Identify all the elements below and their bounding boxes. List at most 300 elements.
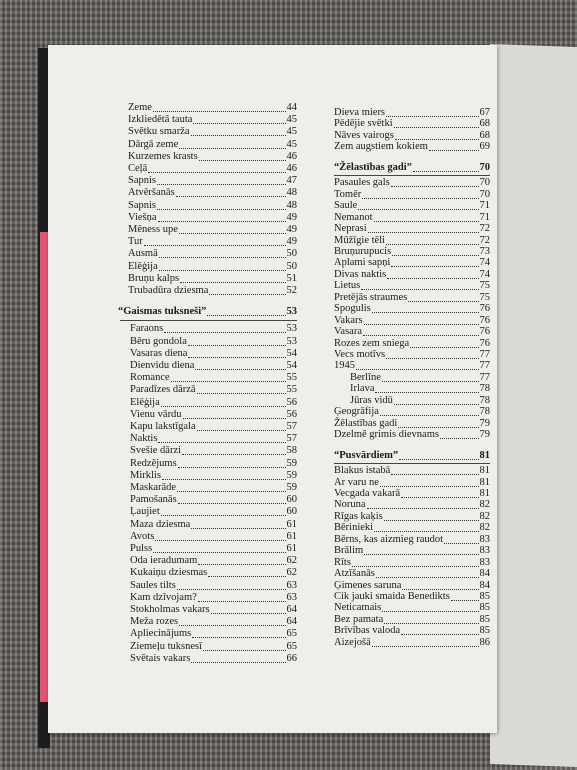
- toc-page-number: 83: [479, 533, 490, 545]
- toc-page-number: 69: [479, 141, 490, 153]
- toc-entry: [130, 421, 297, 433]
- dot-leader: [384, 623, 478, 624]
- dot-leader: [191, 135, 286, 136]
- toc-entry-title: Avots: [130, 530, 155, 542]
- dot-leader: [153, 552, 285, 553]
- dot-leader: [364, 554, 478, 555]
- dot-leader: [394, 127, 479, 128]
- toc-page-number: 68: [479, 118, 490, 130]
- toc-page-number: 60: [286, 506, 297, 518]
- toc-entry: [334, 360, 490, 372]
- toc-entry-title: Zeme: [128, 102, 152, 113]
- toc-page-number: 64: [286, 604, 297, 615]
- toc-page-number: 78: [479, 406, 490, 418]
- toc-entry-title: Ceļā: [128, 163, 148, 174]
- toc-entry: [334, 534, 490, 546]
- dot-leader: [211, 613, 286, 614]
- toc-entry-title: 1945: [334, 360, 355, 372]
- toc-page-number: 58: [286, 445, 297, 457]
- toc-entry: [334, 625, 490, 637]
- dot-leader: [182, 454, 285, 455]
- dot-leader: [153, 111, 286, 112]
- toc-entry-title: Svētku smarža: [128, 126, 190, 138]
- dot-leader: [394, 404, 479, 405]
- toc-entry: [130, 555, 297, 567]
- toc-entry-title: Svešie dārzi: [130, 445, 182, 457]
- toc-page-number: 73: [479, 245, 490, 257]
- dot-leader: [401, 634, 478, 635]
- toc-entry-title: Bruņu kalps: [128, 272, 180, 284]
- toc-entry: [130, 506, 297, 518]
- toc-page-number: 77: [479, 349, 490, 360]
- toc-entry-title: Tomēr: [334, 188, 362, 200]
- toc-entry-title: Vecs motīvs: [334, 349, 386, 360]
- toc-entry: [128, 175, 297, 187]
- toc-entry-title: Elēģija: [130, 396, 160, 408]
- toc-entry: [334, 118, 490, 130]
- toc-page-number: 85: [479, 602, 490, 614]
- toc-page-number: 81: [479, 465, 490, 477]
- toc-entry: [334, 511, 490, 523]
- toc-entry: [130, 372, 297, 384]
- toc-entry-title: Naktis: [130, 433, 158, 445]
- toc-entry: [334, 429, 490, 441]
- toc-entry-title: Pamošanās: [130, 494, 177, 506]
- toc-entry: [130, 519, 297, 531]
- toc-entry: [130, 433, 297, 445]
- dot-leader: [361, 289, 478, 290]
- dot-leader: [367, 508, 479, 509]
- toc-entry: [334, 246, 490, 258]
- toc-page-number: 70: [479, 177, 490, 189]
- toc-entry: [128, 114, 297, 126]
- toc-entry: [334, 200, 490, 212]
- dot-leader: [191, 662, 285, 663]
- toc-entry-title: Berlīne: [350, 371, 381, 383]
- dot-leader: [179, 233, 286, 234]
- dot-leader: [398, 427, 478, 428]
- dot-leader: [144, 245, 286, 246]
- dot-leader: [380, 415, 479, 416]
- toc-entry-title: Cik jauki smaida Benedikts: [334, 591, 450, 602]
- toc-entry: [128, 285, 297, 297]
- toc-entry-title: Kam dzīvojam?: [130, 591, 197, 603]
- toc-entry: [130, 531, 297, 543]
- toc-entry: [128, 236, 297, 248]
- toc-entry-title: Irlava: [350, 383, 375, 395]
- toc-page-number: 59: [286, 457, 297, 469]
- toc-page-number: 76: [479, 303, 490, 315]
- toc-page-number: 51: [286, 272, 297, 284]
- toc-entry: [130, 580, 297, 592]
- toc-entry-title: Noruna: [334, 499, 366, 511]
- toc-entry: [130, 384, 297, 396]
- toc-page-number: 65: [286, 640, 297, 652]
- toc-entry-title: Dieva miers: [334, 107, 386, 118]
- toc-page-number: 86: [479, 636, 490, 648]
- toc-entry-title: Maza dziesma: [130, 518, 191, 530]
- toc-page-number: 70: [479, 161, 490, 173]
- toc-entry: [128, 163, 297, 175]
- toc-entry-title: Trubadūra dziesma: [128, 285, 209, 296]
- toc-entry: [334, 130, 490, 142]
- section-divider: [120, 320, 297, 321]
- dot-leader: [162, 479, 286, 480]
- toc-entry-title: Nemanot: [334, 211, 373, 223]
- toc-entry: [130, 323, 297, 335]
- dot-leader: [376, 577, 479, 578]
- dot-leader: [193, 123, 285, 124]
- toc-page-number: 82: [479, 499, 490, 511]
- toc-page-number: 50: [286, 260, 297, 272]
- toc-entry: [334, 488, 490, 500]
- toc-page-number: 45: [286, 126, 297, 138]
- toc-entry-title: “Pusvārdiem”: [334, 449, 399, 461]
- toc-entry: [350, 383, 490, 395]
- toc-entry-title: Vecgada vakarā: [334, 487, 401, 499]
- toc-page-number: 81: [479, 476, 490, 488]
- toc-page-number: 82: [479, 510, 490, 522]
- dot-leader: [386, 358, 478, 359]
- toc-entry-title: Vienu vārdu: [130, 408, 182, 420]
- toc-page-number: 75: [479, 280, 490, 292]
- toc-entry: [350, 372, 490, 384]
- dot-leader: [161, 406, 286, 407]
- toc-entry: [130, 494, 297, 506]
- toc-entry-title: Romance: [130, 372, 170, 384]
- toc-entry: [128, 200, 297, 212]
- toc-page-number: 57: [286, 433, 297, 445]
- toc-entry-title: Bruņurupucis: [334, 245, 392, 257]
- toc-entry: [334, 557, 490, 569]
- dot-leader: [386, 244, 478, 245]
- toc-page-number: 59: [286, 482, 297, 493]
- toc-page-number: 83: [479, 545, 490, 557]
- toc-entry: [334, 326, 490, 338]
- toc-entry-title: Brālim: [334, 545, 364, 557]
- toc-page-number: 66: [286, 652, 297, 664]
- toc-entry: [128, 126, 297, 138]
- dot-leader: [368, 232, 479, 233]
- toc-page-number: 46: [286, 150, 297, 162]
- toc-entry: [130, 458, 297, 470]
- toc-page-number: 44: [286, 102, 297, 113]
- toc-page-number: 78: [479, 383, 490, 395]
- dot-leader: [408, 301, 478, 302]
- toc-page-number: 52: [286, 285, 297, 296]
- toc-page-number: 78: [479, 394, 490, 406]
- toc-page-number: 85: [479, 613, 490, 625]
- toc-entry-title: Mūžīgie tēli: [334, 234, 386, 246]
- toc-page-number: 63: [286, 579, 297, 591]
- dot-leader: [179, 148, 285, 149]
- toc-page-number: 56: [286, 396, 297, 408]
- toc-entry-title: Neticamais: [334, 602, 382, 614]
- toc-entry-title: Dienvidu diena: [130, 360, 195, 371]
- dot-leader: [159, 257, 286, 258]
- dot-leader: [382, 381, 479, 382]
- toc-page-number: 45: [286, 138, 297, 150]
- toc-entry-title: Bez pamata: [334, 613, 384, 625]
- toc-entry-title: Aizejošā: [334, 636, 371, 648]
- toc-page-number: 76: [479, 337, 490, 349]
- dot-leader: [363, 335, 479, 336]
- toc-entry-title: Spogulis: [334, 303, 371, 315]
- toc-page-number: 85: [479, 625, 490, 637]
- toc-page-number: 67: [479, 107, 490, 118]
- dot-leader: [161, 515, 286, 516]
- toc-entry-title: Sapnis: [128, 175, 157, 187]
- toc-entry: [334, 292, 490, 304]
- toc-section-heading: [334, 450, 490, 462]
- toc-entry: [334, 522, 490, 534]
- dot-leader: [195, 369, 285, 370]
- toc-entry: [130, 628, 297, 640]
- toc-page-number: 76: [479, 314, 490, 326]
- toc-page-number: 55: [286, 372, 297, 384]
- toc-entry-title: Vakars: [334, 314, 363, 326]
- toc-page-number: 64: [286, 616, 297, 628]
- toc-entry: [334, 602, 490, 614]
- toc-entry-title: Pēdējie svētki: [334, 118, 393, 130]
- dot-leader: [352, 566, 479, 567]
- dot-leader: [364, 324, 479, 325]
- toc-entry: [334, 591, 490, 603]
- toc-page-number: 54: [286, 347, 297, 359]
- dot-leader: [440, 438, 479, 439]
- toc-page-number: 55: [286, 384, 297, 396]
- toc-page-number: 84: [479, 568, 490, 580]
- dot-leader: [358, 209, 478, 210]
- toc-entry-title: Bērns, kas aizmieg raudot: [334, 533, 444, 545]
- toc-entry: [334, 223, 490, 235]
- toc-entry: [128, 187, 297, 199]
- dot-leader: [451, 600, 479, 601]
- dot-leader: [176, 196, 286, 197]
- toc-page-number: 83: [479, 556, 490, 568]
- dot-leader: [372, 312, 479, 313]
- toc-entry: [130, 445, 297, 457]
- toc-entry: [334, 614, 490, 626]
- toc-entry-title: Sapnis: [128, 199, 157, 211]
- toc-entry-title: Ausmā: [128, 248, 158, 260]
- section-divider: [334, 175, 490, 176]
- dot-leader: [198, 564, 285, 565]
- toc-page-number: 79: [479, 417, 490, 429]
- toc-page-number: 62: [286, 567, 297, 579]
- toc-page-number: 75: [479, 291, 490, 303]
- toc-page-number: 85: [479, 591, 490, 602]
- toc-page-number: 49: [286, 236, 297, 248]
- toc-entry: [334, 141, 490, 153]
- toc-entry: [334, 315, 490, 327]
- toc-entry-title: Ar varu ne: [334, 476, 379, 488]
- dot-leader: [148, 172, 285, 173]
- toc-page-number: 63: [286, 591, 297, 603]
- dot-leader: [391, 474, 478, 475]
- toc-page-number: 68: [479, 129, 490, 141]
- toc-entry-title: Blakus istabā: [334, 465, 391, 477]
- toc-page-number: 57: [286, 421, 297, 432]
- dot-leader: [410, 347, 478, 348]
- toc-entry-title: Rīts: [334, 556, 351, 568]
- toc-entry-title: Saules tilts: [130, 579, 176, 591]
- toc-page-number: 47: [286, 175, 297, 187]
- dot-leader: [382, 611, 478, 612]
- toc-entry-title: Brīvības valoda: [334, 625, 401, 637]
- toc-entry: [334, 257, 490, 269]
- toc-entry-title: Mēness upe: [128, 224, 178, 235]
- toc-entry-title: Vasaras diena: [130, 347, 188, 359]
- toc-entry: [130, 592, 297, 604]
- toc-entry-title: Maskarāde: [130, 482, 177, 493]
- toc-page-number: 60: [286, 494, 297, 506]
- toc-entry-title: Oda ieradumam: [130, 555, 198, 567]
- toc-entry: [334, 580, 490, 592]
- toc-entry-title: Kapu lakstīgala: [130, 421, 196, 432]
- toc-entry: [334, 465, 490, 477]
- toc-entry-title: Jūras vidū: [350, 394, 393, 406]
- toc-entry: [130, 360, 297, 372]
- toc-entry-title: Lietus: [334, 280, 361, 292]
- dot-leader: [188, 357, 285, 358]
- toc-entry-title: Paradīzes dārzā: [130, 384, 196, 396]
- toc-entry: [130, 409, 297, 421]
- dot-leader: [191, 528, 285, 529]
- dot-leader: [374, 531, 478, 532]
- toc-page-number: 61: [286, 543, 297, 554]
- toc-page-number: 74: [479, 268, 490, 280]
- dot-leader: [157, 184, 285, 185]
- toc-entry: [334, 477, 490, 489]
- dot-leader: [178, 467, 286, 468]
- dot-leader: [380, 486, 479, 487]
- toc-page-number: 82: [479, 522, 490, 534]
- toc-entry-title: Tur: [128, 236, 143, 248]
- toc-entry-title: Rozes zem sniega: [334, 337, 410, 349]
- toc-page-number: 65: [286, 628, 297, 640]
- toc-entry: [130, 348, 297, 360]
- dot-leader: [207, 315, 285, 316]
- dot-leader: [164, 332, 285, 333]
- toc-entry-title: Ziemeļu tuksnesī: [130, 640, 203, 652]
- toc-entry-title: Divas naktis: [334, 268, 387, 280]
- toc-page-number: 74: [479, 257, 490, 269]
- toc-entry: [128, 273, 297, 285]
- toc-entry: [334, 418, 490, 430]
- dot-leader: [197, 393, 286, 394]
- toc-entry-title: Mirklis: [130, 469, 161, 481]
- dot-leader: [178, 503, 286, 504]
- toc-entry: [130, 336, 297, 348]
- toc-entry: [128, 261, 297, 273]
- toc-entry: [334, 189, 490, 201]
- dot-leader: [197, 430, 286, 431]
- toc-page-number: 71: [479, 211, 490, 223]
- toc-entry-title: Neprasi: [334, 223, 367, 235]
- toc-entry: [334, 235, 490, 247]
- toc-entry-title: Ģimenes saruna: [334, 579, 402, 591]
- toc-entry: [334, 269, 490, 281]
- toc-entry-title: Atzīšanās: [334, 568, 375, 580]
- toc-page-number: 81: [479, 449, 490, 461]
- toc-page-number: 72: [479, 223, 490, 235]
- toc-entry: [130, 616, 297, 628]
- toc-entry-title: Pasaules gals: [334, 177, 390, 189]
- toc-entry: [334, 177, 490, 189]
- toc-entry-title: Nāves vairogs: [334, 129, 394, 141]
- dot-leader: [391, 266, 478, 267]
- toc-page-number: 70: [479, 188, 490, 200]
- toc-page-number: 71: [479, 200, 490, 212]
- dot-leader: [179, 625, 285, 626]
- toc-entry-title: Faraons: [130, 323, 164, 335]
- toc-entry-title: Elēģija: [128, 260, 158, 272]
- toc-page-number: 77: [479, 371, 490, 383]
- toc-entry: [130, 543, 297, 555]
- dot-leader: [192, 637, 285, 638]
- dot-leader: [158, 442, 285, 443]
- toc-entry: [130, 482, 297, 494]
- toc-entry-title: Zem augstiem kokiem: [334, 141, 428, 153]
- toc-entry-title: Kurzemes krasts: [128, 150, 198, 162]
- toc-entry-title: Atvēršanās: [128, 187, 175, 199]
- toc-entry: [334, 545, 490, 557]
- toc-entry-title: Rīgas kaķis: [334, 510, 383, 522]
- toc-page-number: 53: [286, 323, 297, 335]
- toc-entry-title: Izkliedētā tauta: [128, 114, 193, 126]
- toc-page-number: 56: [286, 408, 297, 420]
- toc-entry-title: Redzējums: [130, 457, 177, 469]
- toc-page-number: 62: [286, 555, 297, 567]
- toc-entry-title: Bērinieki: [334, 522, 374, 534]
- dot-leader: [203, 650, 285, 651]
- dot-leader: [444, 543, 478, 544]
- toc-page-number: 77: [479, 360, 490, 372]
- toc-page-number: 61: [286, 518, 297, 530]
- dot-leader: [177, 589, 286, 590]
- toc-entry: [128, 248, 297, 260]
- toc-entry-title: Saule: [334, 200, 358, 212]
- dot-leader: [157, 209, 285, 210]
- toc-entry-title: Bēru gondola: [130, 335, 187, 347]
- toc-entry: [128, 139, 297, 151]
- toc-page-number: 61: [286, 530, 297, 542]
- dot-leader: [188, 345, 286, 346]
- dot-leader: [399, 459, 478, 460]
- toc-entry-title: Apliecinājums: [130, 628, 192, 640]
- toc-entry: [334, 212, 490, 224]
- toc-entry: [334, 637, 490, 649]
- dot-leader: [356, 369, 479, 370]
- toc-entry: [130, 567, 297, 579]
- toc-entry-title: Pretējās straumes: [334, 291, 408, 303]
- dot-leader: [208, 576, 285, 577]
- toc-page-number: 84: [479, 579, 490, 591]
- toc-section-heading: [118, 306, 297, 318]
- toc-entry: [334, 338, 490, 350]
- toc-section-heading: [334, 162, 490, 174]
- toc-entry-title: Dārgā zeme: [128, 138, 179, 150]
- toc-entry: [130, 641, 297, 653]
- toc-entry: [334, 280, 490, 292]
- toc-entry-title: Vasara: [334, 326, 362, 338]
- toc-entry: [334, 303, 490, 315]
- section-divider: [334, 463, 490, 464]
- toc-entry: [334, 349, 490, 361]
- dot-leader: [155, 540, 285, 541]
- toc-page-number: 46: [286, 163, 297, 174]
